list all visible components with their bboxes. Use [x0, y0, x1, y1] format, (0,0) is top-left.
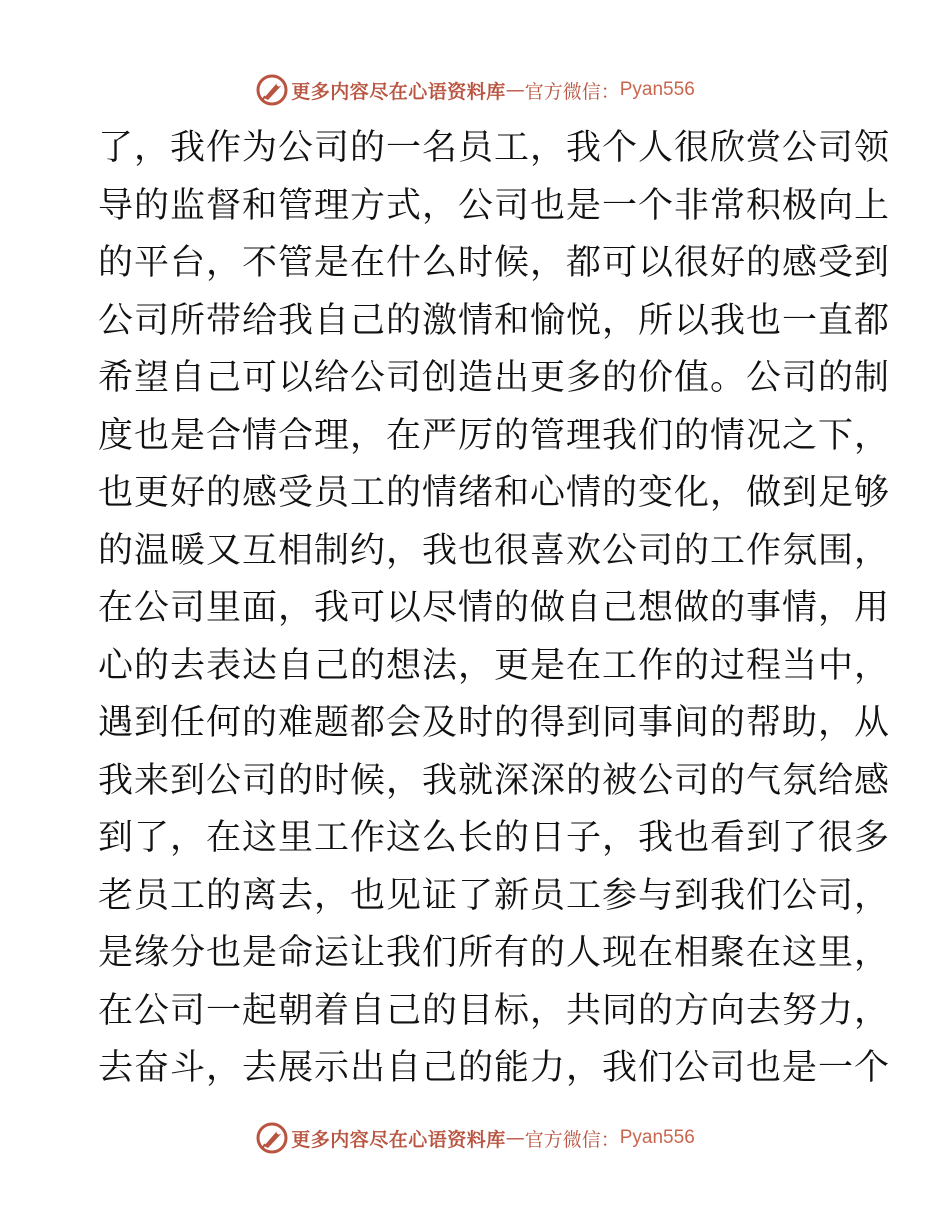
quill-logo-icon: [255, 1121, 289, 1155]
header-brand-text: 更多内容尽在心语资料库: [291, 80, 506, 103]
text-line: 公司所带给我自己的激情和愉悦，所以我也一直都: [98, 300, 891, 341]
text-line: 导的监督和管理方式，公司也是一个非常积极向上: [98, 185, 891, 226]
text-line: 希望自己可以给公司创造出更多的价值。公司的制: [98, 358, 891, 398]
quill-logo-icon: [255, 73, 289, 107]
text-line: 在公司里面，我可以尽情的做自己想做的事情，用: [98, 588, 891, 628]
footer-wechat-label: 官方微信：: [524, 1128, 620, 1151]
header-banner: [0, 70, 950, 110]
text-line: 遇到任何的难题都会及时的得到同事间的帮助，从: [98, 703, 891, 743]
text-line: 是缘分也是命运让我们所有的人现在相聚在这里，: [98, 933, 891, 973]
text-line: 去奋斗，去展示出自己的能力，我们公司也是一个: [98, 1048, 891, 1088]
text-line: 了，我作为公司的一名员工，我个人很欣赏公司领: [98, 128, 891, 168]
header-wechat-id: Pyan556: [619, 79, 695, 100]
header-wechat-label: 官方微信：: [524, 80, 620, 103]
text-line: 的平台，不管是在什么时候，都可以很好的感受到: [98, 243, 891, 283]
footer-banner: [0, 1118, 950, 1158]
text-line: 的温暖又互相制约，我也很喜欢公司的工作氛围，: [98, 530, 891, 571]
text-line: 在公司一起朝着自己的目标，共同的方向去努力，: [98, 990, 891, 1031]
document-body: [98, 120, 891, 1098]
text-line: 老员工的离去，也见证了新员工参与到我们公司，: [98, 875, 891, 916]
text-line: 到了，在这里工作这么长的日子，我也看到了很多: [98, 818, 891, 858]
text-line: 心的去表达自己的想法，更是在工作的过程当中，: [98, 645, 891, 686]
text-line: 也更好的感受员工的情绪和心情的变化，做到足够: [98, 473, 891, 513]
text-line: 我来到公司的时候，我就深深的被公司的气氛给感: [98, 760, 891, 801]
header-dash: —: [505, 79, 525, 101]
footer-dash: —: [505, 1127, 525, 1149]
footer-wechat-id: Pyan556: [619, 1127, 695, 1148]
footer-brand-text: 更多内容尽在心语资料库: [291, 1128, 506, 1151]
text-line: 度也是合情合理，在严厉的管理我们的情况之下，: [98, 415, 891, 456]
